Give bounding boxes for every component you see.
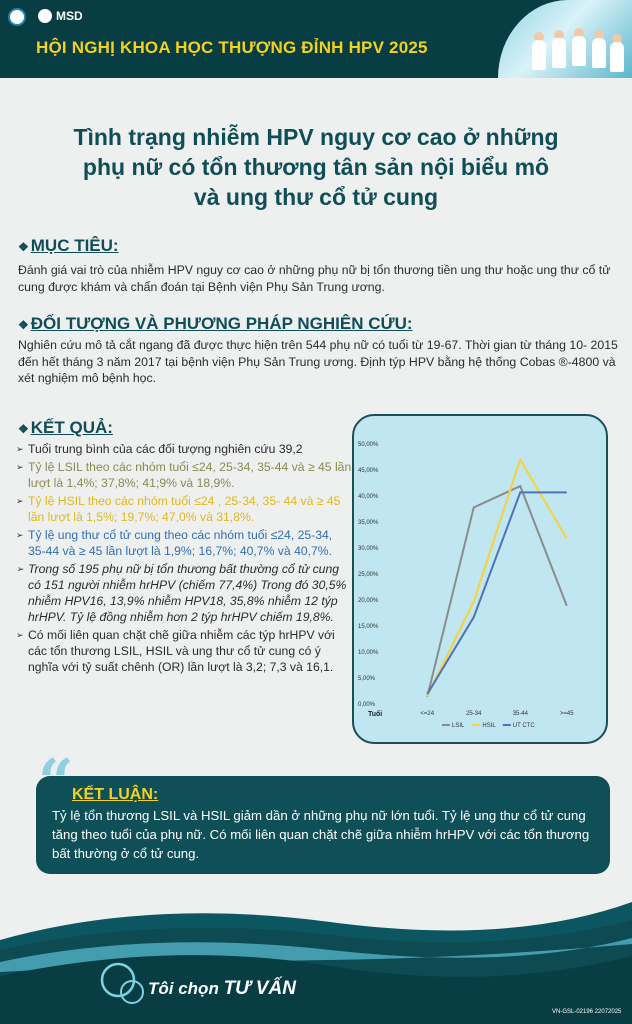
diamond-bullet-icon: ❖ bbox=[18, 421, 29, 436]
methods-heading-text: ĐỐI TƯỢNG VÀ PHƯƠNG PHÁP NGHIÊN CỨU: bbox=[30, 314, 413, 333]
title-line-1: Tình trạng nhiễm HPV nguy cơ cao ở những bbox=[73, 124, 559, 150]
title-line-3: và ung thư cổ tử cung bbox=[193, 184, 439, 210]
diamond-bullet-icon: ❖ bbox=[18, 317, 29, 332]
y-tick-label: 0,00% bbox=[358, 702, 376, 708]
x-tick-label: <=24 bbox=[420, 711, 435, 717]
y-tick-label: 50,00% bbox=[358, 442, 379, 448]
list-item: ➢ Tỷ lệ LSIL theo các nhóm tuổi ≤24, 25-34, 35-44 và ≥ 45 lần lượt là 1,4%; 37,8%; 41;9% và 18,9%. bbox=[16, 459, 352, 491]
y-tick-label: 30,00% bbox=[358, 546, 379, 552]
y-tick-label: 25,00% bbox=[358, 572, 379, 578]
x-tick-label: >=45 bbox=[559, 711, 574, 717]
results-list bbox=[16, 441, 352, 677]
legend-entry: UT CTC bbox=[512, 723, 535, 729]
tagline-emphasis: TƯ VẤN bbox=[223, 978, 296, 999]
y-tick-label: 5,00% bbox=[358, 676, 376, 682]
tagline-lead: Tôi chọn bbox=[148, 979, 219, 998]
y-tick-label: 15,00% bbox=[358, 624, 379, 630]
list-item: ➢ Tỷ lệ ung thư cổ tử cung theo các nhóm tuổi ≤24, 25-34, 35-44 và ≥ 45 lần lượt là 1,9%; 16,7%; 40,7% và 40,7%. bbox=[16, 527, 352, 559]
conclusion-heading: KẾT LUẬN: bbox=[72, 786, 159, 803]
document-code: VN-GSL-02196 22072025 bbox=[552, 1009, 622, 1015]
y-tick-label: 20,00% bbox=[358, 598, 379, 604]
list-item: ➢ Tỷ lệ HSIL theo các nhóm tuổi ≤24 , 25-34, 35- 44 và ≥ 45 lần lượt là 1,5%; 19,7%; 47,0% và 31,8%. bbox=[16, 493, 352, 525]
list-item: ➢ Tuổi trung bình của các đối tượng nghiên cứu 39,2 bbox=[16, 441, 352, 457]
poster-title bbox=[30, 122, 602, 212]
list-item: ➢ Có mối liên quan chặt chẽ giữa nhiễm các týp hrHPV với các tổn thương LSIL, HSIL và ung thư cổ tử cung có ý nghĩa với tỷ suất chênh (OR) lần lượt là 3,2; 7,3 và 16,1. bbox=[16, 627, 352, 675]
diamond-bullet-icon: ❖ bbox=[18, 239, 29, 254]
title-line-2: phụ nữ có tổn thương tân sản nội biểu mô bbox=[82, 154, 550, 180]
series-line-ut-ctc bbox=[427, 492, 567, 694]
msd-brand: MSD bbox=[56, 9, 83, 23]
conference-title: HỘI NGHỊ KHOA HỌC THƯỢNG ĐỈNH HPV 2025 bbox=[36, 38, 428, 57]
legend-entry: LSIL bbox=[452, 723, 465, 729]
results-heading bbox=[18, 418, 113, 438]
conclusion-box bbox=[36, 776, 610, 874]
header-banner bbox=[0, 0, 632, 78]
methods-text: Nghiên cứu mô tả cắt ngang đã được thực hiện trên 544 phụ nữ có tuổi từ 19-67. Thời gian từ tháng 10- 2015 đến hết tháng 3 năm 2017 tại bệnh viện Phụ Sản Trung ương. Định týp HPV bằng hệ thống Cobas ®-4800 và xét nghiệm mô bệnh học. bbox=[18, 338, 618, 385]
list-item: ➢ Trong số 195 phụ nữ bị tổn thương bất thường cổ tử cung có 151 người nhiễm hrHPV (chiếm 77,4%) Trong đó 30,5% nhiễm HPV16, 13,9% nhiễm HPV18, 35,8% nhiễm 12 týp hrHPV. Tỷ lệ đồng nhiễm hơn 2 týp hrHPV chiếm 19,8%. bbox=[16, 561, 352, 625]
objective-text: Đánh giá vai trò của nhiễm HPV nguy cơ cao ở những phụ nữ bị tổn thương tiền ung thư hoặc ung thư cổ tử cung được khám và chẩn đoán tại Bệnh viện Phụ Sản Trung ương. bbox=[18, 263, 611, 294]
conclusion-text: Tỷ lệ tổn thương LSIL và HSIL giảm dần ở những phụ nữ lớn tuổi. Tỷ lệ ung thư cổ tử cung tăng theo tuổi của phụ nữ. Có mối liên quan chặt chẽ giữa nhiễm hrHPV với các tổn thương bất thường ở cổ tử cung. bbox=[52, 808, 590, 861]
y-tick-label: 35,00% bbox=[358, 520, 379, 526]
series-line-lsil bbox=[427, 486, 567, 697]
doctors-photo bbox=[498, 0, 632, 78]
objective-heading-text: MỤC TIÊU: bbox=[30, 236, 119, 255]
results-heading-text: KẾT QUẢ: bbox=[30, 418, 113, 437]
hospital-logo-icon bbox=[8, 8, 26, 26]
footer bbox=[0, 880, 632, 1024]
x-tick-label: 25-34 bbox=[466, 711, 482, 717]
x-axis-label: Tuổi bbox=[368, 711, 383, 718]
legend-entry: HSIL bbox=[482, 723, 496, 729]
footer-wave bbox=[0, 880, 632, 1024]
x-tick-label: 35-44 bbox=[512, 711, 528, 717]
msd-logo-icon bbox=[38, 9, 52, 23]
line-chart bbox=[354, 416, 610, 746]
y-tick-label: 40,00% bbox=[358, 494, 379, 500]
results-chart bbox=[352, 414, 608, 744]
y-tick-label: 45,00% bbox=[358, 468, 379, 474]
objective-heading bbox=[18, 236, 119, 256]
y-tick-label: 10,00% bbox=[358, 650, 379, 656]
footer-tagline bbox=[148, 978, 296, 1000]
methods-heading bbox=[18, 314, 413, 334]
quote-mark-icon: “ bbox=[38, 745, 74, 818]
